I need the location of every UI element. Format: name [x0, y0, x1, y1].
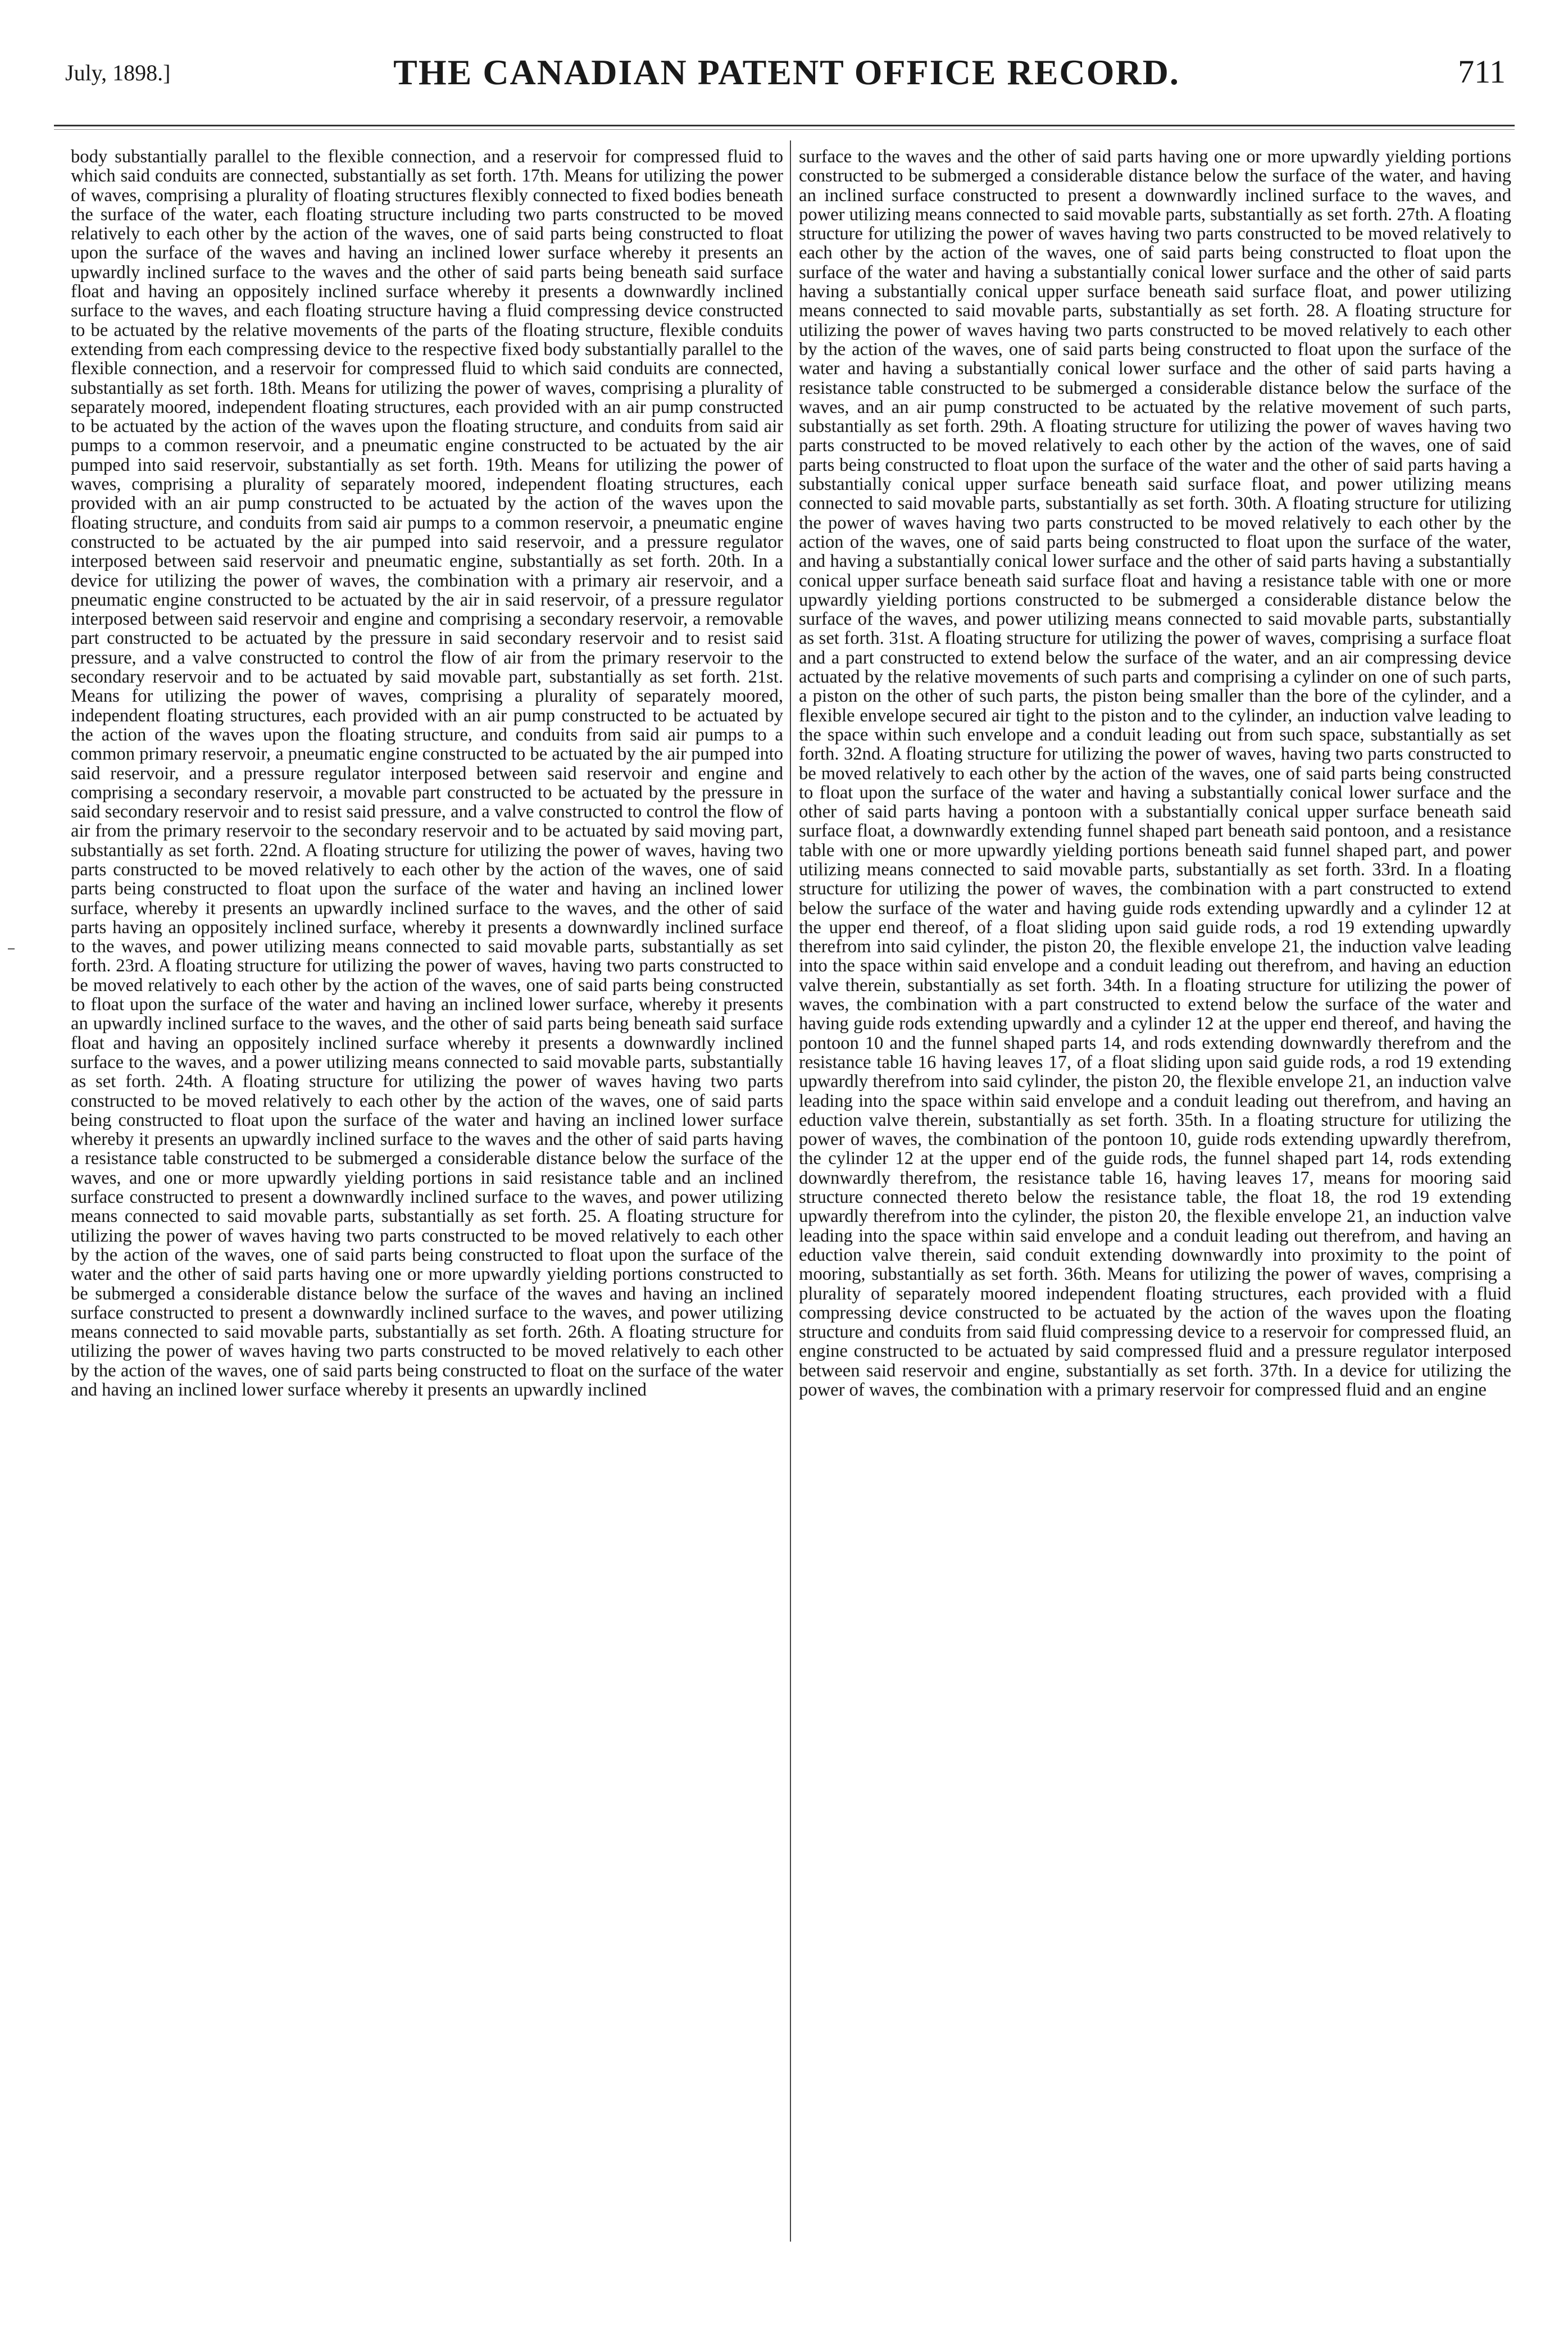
right-column-text: surface to the waves and the other of said parts having one or more upwardly yielding portions constructed to be submerged a considerable distance below the surface of the water, and having an inclined surface constructed to present a downwardly inclined surface to the waves, and power utilizing means connected to said movable parts, substantially as set forth. 27th. A floating structure for utilizing the power of waves having two parts constructed to be moved relatively to each other by the action of the waves, one of said parts being constructed to float upon the surface of the water and having a substantially conical lower surface and the other of said parts having a substantially conical upper surface beneath said surface float, and power utilizing means connected to said movable parts, substantially as set forth. 28. A floating structure for utilizing the power of waves having two parts constructed to be moved relatively to each other by the action of the waves, one of said parts being constructed to float upon the surface of the water and having a substantially conical lower surface and the other of said parts having a resistance table constructed to be submerged a considerable distance below the surface of the waves, and an air pump constructed to be actuated by the relative movement of such parts, substantially as set forth. 29th. A floating structure for utilizing the power of waves having two parts constructed to be moved relatively to each other by the action of the waves, one of said parts being constructed to float upon the surface of the water and the other of said parts having a substantially conical upper surface beneath said surface float, and power utilizing means connected to said movable parts, substantially as set forth. 30th. A floating structure for utilizing the power of waves having two parts constructed to be moved relatively to each other by the action of the waves, one of said parts being constructed to float upon the surface of the water, and having a substantially conical lower surface and the other of said parts having a substantially conical upper surface beneath said surface float and having a resistance table with one or more upwardly yielding portions constructed to be submerged a considerable distance below the surface of the waves, and power utilizing means connected to said movable parts, substantially as set forth. 31st. A floating structure for utilizing the power of waves, comprising a surface float and a part constructed to extend below the surface of the water, and an air compressing device actuated by the relative movements of such parts and comprising a cylinder on one of such parts, a piston on the other of such parts, the piston being smaller than the bore of the cylinder, and a flexible envelope secured air tight to the piston and to the cylinder, an induction valve leading to the space within such envelope and a conduit leading out from such space, substantially as set forth. 32nd. A floating structure for utilizing the power of waves, having two parts constructed to be moved relatively to each other by the action of the waves, one of said parts being constructed to float upon the surface of the water and having a substantially conical lower surface and the other of said parts having a pontoon with a substantially conical upper surface beneath said surface float, a downwardly extending funnel shaped part beneath said pontoon, and a resistance table with one or more upwardly yielding portions beneath said funnel shaped part, and power utilizing means connected to said movable parts, substantially as set forth. 33rd. In a floating structure for utilizing the power of waves, the combination with a part constructed to extend below the surface of the water and having guide rods extending upwardly and a cylinder 12 at the upper end thereof, of a float sliding upon said guide rods, a rod 19 extending upwardly therefrom into said cylinder, the piston 20, the flexible envelope 21, the induction valve leading into the space within said envelope and a conduit leading out therefrom, and having an eduction valve therein, substantially as set forth. 34th. In a floating structure for utilizing the power of waves, the combination with a part constructed to extend below the surface of the water and having guide rods extending upwardly and a cylinder 12 at the upper end thereof, and having the pontoon 10 and the funnel shaped parts 14, and rods extending downwardly therefrom and the resistance table 16 having leaves 17, of a float sliding upon said guide rods, a rod 19 extending upwardly therefrom into said cylinder, the piston 20, the flexible envelope 21, an induction valve leading into the space within said envelope and a conduit leading out therefrom, and having an eduction valve therein, substantially as set forth. 35th. In a floating structure for utilizing the power of waves, the combination of the pontoon 10, guide rods extending upwardly therefrom, the cylinder 12 at the upper end of the guide rods, the funnel shaped part 14, rods extending downwardly therefrom, the resistance table 16, having leaves 17, means for mooring said structure connected thereto below the resistance table, the float 18, the rod 19 extending upwardly therefrom into the cylinder, the piston 20, the flexible envelope 21, an induction valve leading into the space within said envelope and a conduit leading out therefrom, and having an eduction valve therein, said conduit extending downwardly into proximity to the point of mooring, substantially as set forth. 36th. Means for utilizing the power of waves, comprising a plurality of separately moored independent floating structures, each provided with a fluid compressing device constructed to be actuated by the action of the waves upon the floating structure and conduits from said fluid compressing device to a reservoir for compressed fluid, an engine constructed to be actuated by said compressed fluid and a pressure regulator interposed between said reservoir and engine, substantially as set forth. 37th. In a device for utilizing the power of waves, the combination with a primary reservoir for compressed fluid and an engine [799, 147, 1511, 1400]
header-rule-thin [54, 129, 1515, 130]
page-header [45, 49, 1528, 117]
issue-date: July, 1898.] [65, 60, 171, 85]
margin-mark [8, 948, 15, 949]
publication-title: THE CANADIAN PATENT OFFICE RECORD. [393, 52, 1180, 92]
column-divider [790, 140, 791, 2242]
left-column-text: body substantially parallel to the flexible connection, and a reservoir for compressed fluid to which said conduits are connected, substantially as set forth. 17th. Means for utilizing the power of waves, comprising a plurality of floating structures flexibly connected to fixed bodies beneath the surface of the water, each floating structure including two parts constructed to be moved relatively to each other by the action of the waves, one of said parts being constructed to float upon the surface of the waves and having an inclined lower surface whereby it presents an upwardly inclined surface to the waves and the other of said parts being beneath said surface float and having an oppositely inclined surface whereby it presents a downwardly inclined surface to the waves, and each floating structure having a fluid compressing device constructed to be actuated by the relative movements of the parts of the floating structure, flexible conduits extending from each compressing device to the respective fixed body substantially parallel to the flexible connection, and a reservoir for compressed fluid to which said conduits are connected, substantially as set forth. 18th. Means for utilizing the power of waves, comprising a plurality of separately moored, independent floating structures, each provided with an air pump constructed to be actuated by the action of the waves upon the floating structure, and conduits from said air pumps to a common reservoir, and a pneumatic engine constructed to be actuated by the air pumped into said reservoir, substantially as set forth. 19th. Means for utilizing the power of waves, comprising a plurality of separately moored, independent floating structures, each provided with an air pump constructed to be actuated by the action of the waves upon the floating structure, and conduits from said air pumps to a common reservoir, a pneumatic engine constructed to be actuated by the air pumped into said reservoir, and a pressure regulator interposed between said reservoir and pneumatic engine, substantially as set forth. 20th. In a device for utilizing the power of waves, the combination with a primary air reservoir, and a pneumatic engine constructed to be actuated by the air in said reservoir, of a pressure regulator interposed between said reservoir and engine and comprising a secondary reservoir, a removable part constructed to be actuated by the pressure in said secondary reservoir and to resist said pressure, and a valve constructed to control the flow of air from the primary reservoir to the secondary reservoir and to be actuated by said movable part, substantially as set forth. 21st. Means for utilizing the power of waves, comprising a plurality of separately moored, independent floating structures, each provided with an air pump constructed to be actuated by the action of the waves upon the floating structure, and conduits from said air pumps to a common primary reservoir, a pneumatic engine constructed to be actuated by the air pumped into said reservoir, and a pressure regulator interposed between said reservoir and engine and comprising a secondary reservoir, a movable part constructed to be actuated by the pressure in said secondary reservoir and to resist said pressure, and a valve constructed to control the flow of air from the primary reservoir to the secondary reservoir and to be actuated by said moving part, substantially as set forth. 22nd. A floating structure for utilizing the power of waves, having two parts constructed to be moved relatively to each other by the action of the waves, one of said parts being constructed to float upon the surface of the water and having an inclined lower surface, whereby it presents an upwardly inclined surface to the waves, and the other of said parts having an oppositely inclined surface, whereby it presents a downwardly inclined surface to the waves, and power utilizing means connected to said movable parts, substantially as set forth. 23rd. A floating structure for utilizing the power of waves, having two parts constructed to be moved relatively to each other by the action of the waves, one of said parts being constructed to float upon the surface of the water and having an inclined lower surface, whereby it presents an upwardly inclined surface to the waves, and the other of said parts being beneath said surface float and having an oppositely inclined surface whereby it presents a downwardly inclined surface to the waves, and a power utilizing means connected to said movable parts, substantially as set forth. 24th. A floating structure for utilizing the power of waves having two parts constructed to be moved relatively to each other by the action of the waves, one of said parts being constructed to float upon the surface of the water and having an inclined lower surface whereby it presents an upwardly inclined surface to the waves and the other of said parts having a resistance table constructed to be submerged a considerable distance below the surface of the waves, and one or more upwardly yielding portions in said resistance table and an inclined surface constructed to present a downwardly inclined surface to the waves, and power utilizing means connected to said movable parts, substantially as set forth. 25. A floating structure for utilizing the power of waves having two parts constructed to be moved relatively to each other by the action of the waves, one of said parts being constructed to float upon the surface of the water and the other of said parts having one or more upwardly yielding portions constructed to be submerged a considerable distance below the surface of the waves and having an inclined surface constructed to present a downwardly inclined surface to the waves, and power utilizing means connected to said movable parts, substantially as set forth. 26th. A floating structure for utilizing the power of waves having two parts constructed to be moved relatively to each other by the action of the waves, one of said parts being constructed to float on the surface of the water and having an inclined lower surface whereby it presents an upwardly inclined [71, 147, 783, 1400]
header-rule [54, 125, 1515, 126]
page-number: 711 [1458, 53, 1506, 90]
